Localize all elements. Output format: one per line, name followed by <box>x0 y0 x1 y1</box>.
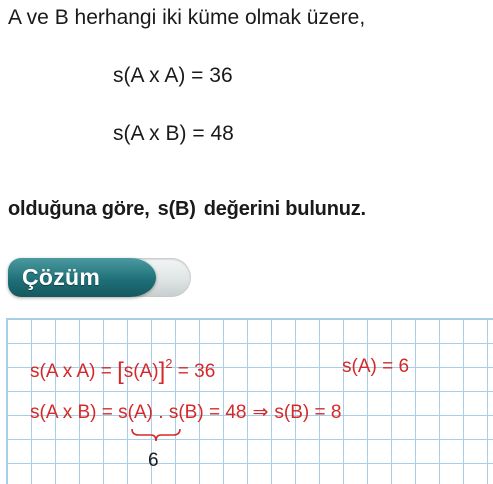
given-equation-1: s(A x A) = 36 <box>113 64 233 87</box>
line2-left: s(A x B) = <box>30 402 119 423</box>
solution-line-2 <box>30 401 341 424</box>
implies-arrow-icon: ⇒ <box>252 402 269 423</box>
bracket-close: ] <box>158 358 166 385</box>
question-text <box>8 198 366 221</box>
question-part-1: olduğuna göre, <box>8 198 150 220</box>
line2-result: s(B) = 8 <box>274 402 342 423</box>
bracket-open: [ <box>117 358 124 385</box>
line1-left: s(A x A) = <box>30 361 118 382</box>
underbrace-icon <box>131 428 181 442</box>
line1-rest: = 36 <box>172 361 216 382</box>
line1-inner: s(A) <box>123 361 159 382</box>
line2-middle: . s(B) = 48 <box>153 402 247 423</box>
solution-label: Çözüm <box>22 264 101 290</box>
solution-result-sa: s(A) = 6 <box>342 356 410 377</box>
line2-sa: s(A) <box>118 402 153 423</box>
question-part-2: s(B) <box>157 198 196 220</box>
problem-intro: A ve B herhangi iki küme olmak üzere, <box>8 6 366 29</box>
solution-line-1 <box>30 356 215 386</box>
line1-exponent: 2 <box>165 356 173 371</box>
question-part-3: değerini bulunuz. <box>203 198 366 220</box>
given-equation-2: s(A x B) = 48 <box>113 122 234 145</box>
underbrace-value: 6 <box>148 450 159 471</box>
